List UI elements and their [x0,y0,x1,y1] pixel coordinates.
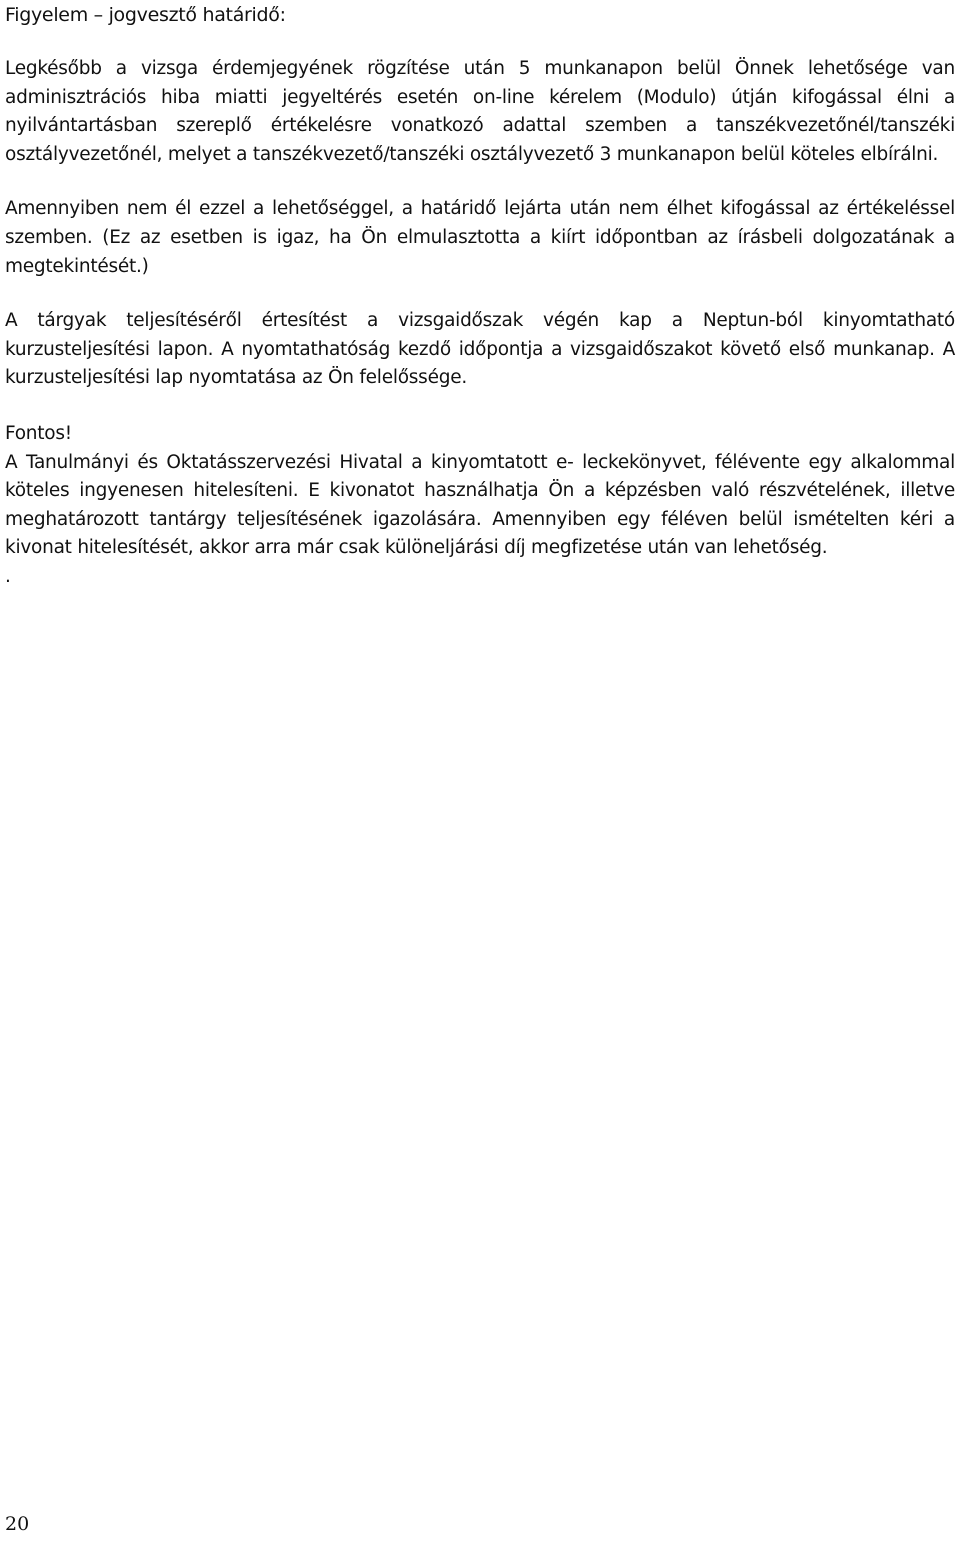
trailing-dot: . [5,565,11,587]
paragraph-completion: A tárgyak teljesítéséről értesítést a vizsgaidőszak végén kap a Neptun-ból kinyomtatható kurzusteljesítési lapon. A nyomtathatóság kezdő időpontja a vizsgaidőszakot követő első munkanap. A kurzusteljesítési lap nyomtatása az Ön felelőssége. [5,310,955,389]
paragraph-important: A Tanulmányi és Oktatásszervezési Hivatal a kinyomtatott e- leckekönyvet, félévente egy alkalommal köteles ingyenesen hitelesíteni. E kivonatot használhatja Ön a képzésben való részvételének, illetve meghatározott tantárgy teljesítésének igazolására. Amennyiben egy féléven belül ismételten kéri a kivonat hitelesítését, akkor arra már csak különeljárási díj megfizetése után van lehetőség. [5,451,955,559]
section-heading: Figyelem – jogvesztő határidő: [5,4,286,26]
document-body [5,0,955,591]
page-number: 20 [5,1513,30,1535]
paragraph-deadline: Legkésőbb a vizsga érdemjegyének rögzítése után 5 munkanapon belül Önnek lehetősége van adminisztrációs hiba miatti jegyeltérés esetén on-line kérelem (Modulo) útján kifogással élni a nyilvántartásban szereplő értékelésre vonatkozó adattal szemben a tanszékvezetőnél/tanszéki osztályvezetőnél, melyet a tanszékvezető/tanszéki osztályvezető 3 munkanapon belül köteles elbírálni. [5,58,955,165]
paragraph-objection: Amennyiben nem él ezzel a lehetőséggel, a határidő lejárta után nem élhet kifogással az értékeléssel szemben. (Ez az esetben is igaz, ha Ön elmulasztotta a kiírt időpontban az írásbeli dolgozatának a megtekintését.) [5,198,955,277]
important-label: Fontos! [5,422,72,444]
